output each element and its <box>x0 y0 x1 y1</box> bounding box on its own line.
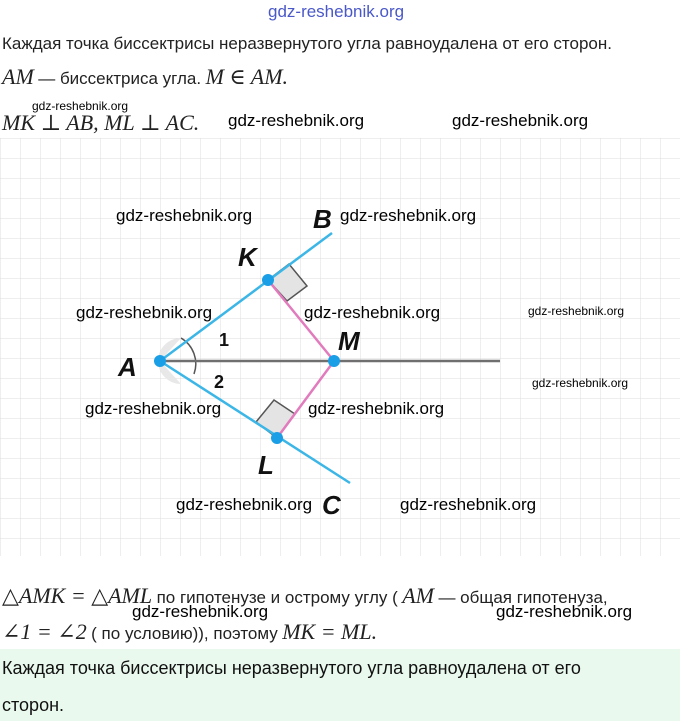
label-a: A <box>118 352 137 382</box>
watermark: gdz-reshebnik.org <box>85 399 222 418</box>
label-c: C <box>322 490 341 520</box>
given-text: — биссектриса угла. <box>38 69 202 88</box>
proof-conclusion: MK = ML. <box>282 619 378 644</box>
label-m: M <box>338 326 360 356</box>
watermark: gdz-reshebnik.org <box>308 399 445 418</box>
answer-line-2: сторон. <box>2 695 65 715</box>
answer-box <box>0 649 680 721</box>
proof-text-3: ( по условию)), поэтому <box>91 624 278 643</box>
watermark: gdz-reshebnik.org <box>32 99 129 113</box>
watermark: gdz-reshebnik.org <box>340 206 477 225</box>
theorem-text: Каждая точка биссектрисы неразвернутого угла равноудалена от его сторон. <box>2 34 612 53</box>
watermark: gdz-reshebnik.org <box>176 495 313 514</box>
proof-hypotenuse: AM <box>402 583 434 608</box>
label-l: L <box>258 450 274 480</box>
label-k: K <box>238 242 257 272</box>
watermark: gdz-reshebnik.org <box>532 376 629 390</box>
label-b: B <box>313 204 332 234</box>
given-math-am: AM <box>2 64 34 89</box>
given-math-m-in-am: M ∈ AM. <box>205 64 289 89</box>
watermark: gdz-reshebnik.org <box>228 111 365 130</box>
proof-angles: ∠1 = ∠2 <box>2 619 87 644</box>
proof-triangles: △AMK = △AML <box>2 583 153 608</box>
point-k <box>262 274 274 286</box>
proof-text-2: — общая гипотенуза, <box>438 588 608 607</box>
watermark: gdz-reshebnik.org <box>496 602 633 621</box>
point-m <box>328 355 340 367</box>
watermark: gdz-reshebnik.org <box>76 303 213 322</box>
label-angle-2: 2 <box>214 372 225 392</box>
label-angle-1: 1 <box>219 330 230 350</box>
watermark: gdz-reshebnik.org <box>400 495 537 514</box>
point-a <box>154 355 166 367</box>
geometry-figure <box>0 138 680 556</box>
watermark: gdz-reshebnik.org <box>452 111 589 130</box>
watermark: gdz-reshebnik.org <box>304 303 441 322</box>
watermark: gdz-reshebnik.org <box>528 304 625 318</box>
point-l <box>271 432 283 444</box>
watermark-top[interactable]: gdz-reshebnik.org <box>268 2 405 21</box>
proof-text-1: по гипотенузе и острому углу ( <box>156 588 398 607</box>
answer-line-1: Каждая точка биссектрисы неразвернутого угла равноудалена от его <box>2 658 581 678</box>
given-line-2: MK ⊥ AB, ML ⊥ AC. <box>2 110 200 135</box>
watermark: gdz-reshebnik.org <box>116 206 253 225</box>
watermark: gdz-reshebnik.org <box>132 602 269 621</box>
proof-line-2 <box>2 619 377 645</box>
given-line-1 <box>2 64 288 90</box>
